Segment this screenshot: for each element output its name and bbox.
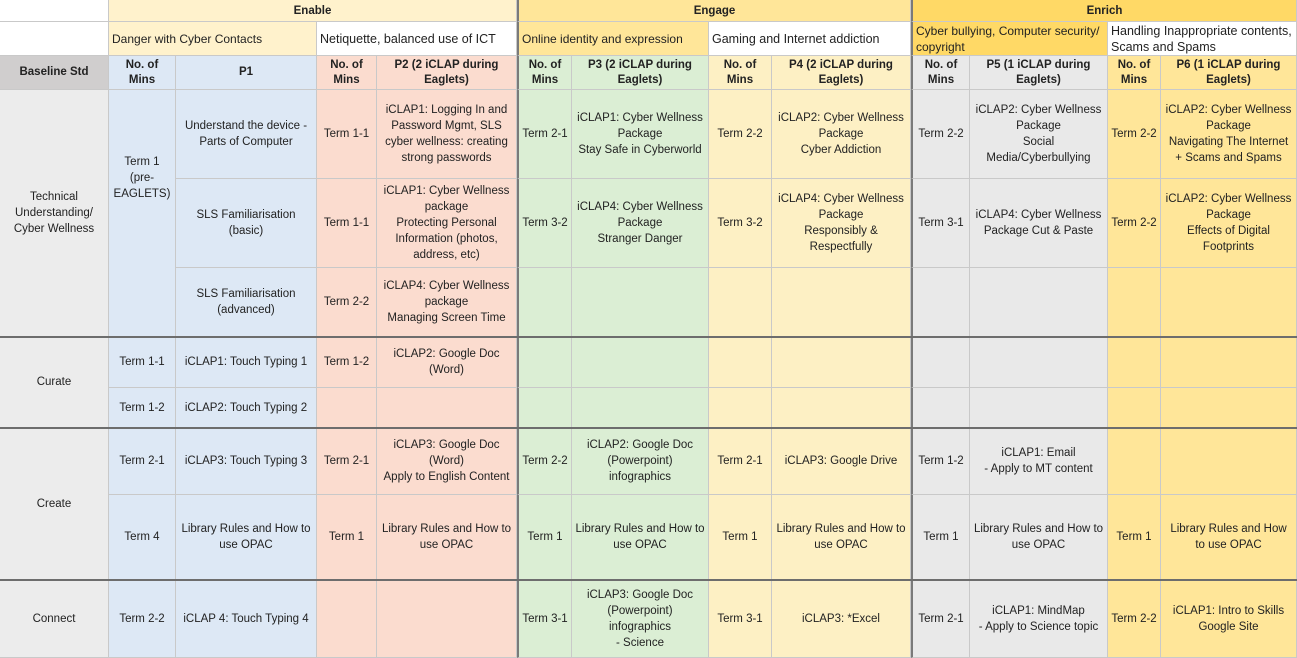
r6-p3: iCLAP2: Google Doc (Powerpoint) infographics bbox=[572, 428, 709, 495]
r1-p6: iCLAP2: Cyber Wellness Package Navigating The Internet + Scams and Spams bbox=[1161, 90, 1297, 179]
theme-cyber-contacts: Danger with Cyber Contacts bbox=[109, 22, 317, 56]
r2-mins-2: Term 1-1 bbox=[317, 179, 377, 268]
header-mins3: No. of Mins bbox=[517, 56, 572, 90]
r6-p6 bbox=[1161, 428, 1297, 495]
r3-p6 bbox=[1161, 268, 1297, 337]
header-p3: P3 (2 iCLAP during Eaglets) bbox=[572, 56, 709, 90]
r5-p4 bbox=[772, 388, 911, 428]
r8-mins-3: Term 3-1 bbox=[517, 580, 572, 658]
r2-p3: iCLAP4: Cyber Wellness Package Stranger Danger bbox=[572, 179, 709, 268]
r4-p5 bbox=[970, 337, 1108, 388]
r5-p2 bbox=[377, 388, 517, 428]
r4-p4 bbox=[772, 337, 911, 388]
r2-mins-6: Term 2-2 bbox=[1108, 179, 1161, 268]
r7-p3: Library Rules and How to use OPAC bbox=[572, 495, 709, 580]
r1-p4: iCLAP2: Cyber Wellness Package Cyber Addiction bbox=[772, 90, 911, 179]
r4-p6 bbox=[1161, 337, 1297, 388]
header-p4: P4 (2 iCLAP during Eaglets) bbox=[772, 56, 911, 90]
r1-p1: Understand the device - Parts of Computer bbox=[176, 90, 317, 179]
r7-mins-1: Term 4 bbox=[109, 495, 176, 580]
r8-mins-6: Term 2-2 bbox=[1108, 580, 1161, 658]
group-engage: Engage bbox=[517, 0, 911, 22]
r4-mins-4 bbox=[709, 337, 772, 388]
r6-mins-4: Term 2-1 bbox=[709, 428, 772, 495]
r3-p4 bbox=[772, 268, 911, 337]
r5-p1: iCLAP2: Touch Typing 2 bbox=[176, 388, 317, 428]
r4-mins-5 bbox=[911, 337, 970, 388]
r4-mins-1: Term 1-1 bbox=[109, 337, 176, 388]
header-p5: P5 (1 iCLAP during Eaglets) bbox=[970, 56, 1108, 90]
r8-p1: iCLAP 4: Touch Typing 4 bbox=[176, 580, 317, 658]
section-technical-understanding: Technical Understanding/ Cyber Wellness bbox=[0, 90, 109, 337]
r7-p4: Library Rules and How to use OPAC bbox=[772, 495, 911, 580]
header-p6: P6 (1 iCLAP during Eaglets) bbox=[1161, 56, 1297, 90]
r3-p2: iCLAP4: Cyber Wellness package Managing Screen Time bbox=[377, 268, 517, 337]
r1-mins-6: Term 2-2 bbox=[1108, 90, 1161, 179]
group-enable: Enable bbox=[109, 0, 517, 22]
r1-p2: iCLAP1: Logging In and Password Mgmt, SLS cyber wellness: creating strong passwords bbox=[377, 90, 517, 179]
section-separator bbox=[0, 427, 1297, 429]
r6-p5: iCLAP1: Email - Apply to MT content bbox=[970, 428, 1108, 495]
r6-mins-1: Term 2-1 bbox=[109, 428, 176, 495]
header-mins2: No. of Mins bbox=[317, 56, 377, 90]
r7-p5: Library Rules and How to use OPAC bbox=[970, 495, 1108, 580]
r2-p4: iCLAP4: Cyber Wellness Package Responsibly & Respectfully bbox=[772, 179, 911, 268]
section-separator bbox=[0, 336, 1297, 338]
r3-mins-4 bbox=[709, 268, 772, 337]
r6-p4: iCLAP3: Google Drive bbox=[772, 428, 911, 495]
section-create: Create bbox=[0, 428, 109, 580]
theme-online-identity: Online identity and expression bbox=[517, 22, 709, 56]
r8-p2 bbox=[377, 580, 517, 658]
r6-mins-5: Term 1-2 bbox=[911, 428, 970, 495]
r2-mins-4: Term 3-2 bbox=[709, 179, 772, 268]
r7-p2: Library Rules and How to use OPAC bbox=[377, 495, 517, 580]
theme-inappropriate-content: Handling Inappropriate contents, Scams and Spams bbox=[1108, 22, 1297, 56]
r6-mins-3: Term 2-2 bbox=[517, 428, 572, 495]
r3-mins-3 bbox=[517, 268, 572, 337]
theme-cyber-bullying: Cyber bullying, Computer security/ copyright bbox=[911, 22, 1108, 56]
group-enrich: Enrich bbox=[911, 0, 1297, 22]
r2-p5: iCLAP4: Cyber Wellness Package Cut & Paste bbox=[970, 179, 1108, 268]
r4-mins-3 bbox=[517, 337, 572, 388]
corner-blank bbox=[0, 0, 109, 22]
r6-mins-6 bbox=[1108, 428, 1161, 495]
r3-mins-2: Term 2-2 bbox=[317, 268, 377, 337]
r8-mins-5: Term 2-1 bbox=[911, 580, 970, 658]
r8-mins-2 bbox=[317, 580, 377, 658]
r5-p6 bbox=[1161, 388, 1297, 428]
section-curate: Curate bbox=[0, 337, 109, 428]
r7-p1: Library Rules and How to use OPAC bbox=[176, 495, 317, 580]
r5-p5 bbox=[970, 388, 1108, 428]
r5-mins-6 bbox=[1108, 388, 1161, 428]
r5-mins-4 bbox=[709, 388, 772, 428]
r1-p3: iCLAP1: Cyber Wellness Package Stay Safe in Cyberworld bbox=[572, 90, 709, 179]
r7-mins-5: Term 1 bbox=[911, 495, 970, 580]
r8-p5: iCLAP1: MindMap - Apply to Science topic bbox=[970, 580, 1108, 658]
r8-p4: iCLAP3: *Excel bbox=[772, 580, 911, 658]
r8-p3: iCLAP3: Google Doc (Powerpoint) infographics - Science bbox=[572, 580, 709, 658]
r5-mins-3 bbox=[517, 388, 572, 428]
r7-mins-3: Term 1 bbox=[517, 495, 572, 580]
r7-mins-6: Term 1 bbox=[1108, 495, 1161, 580]
r5-mins-2 bbox=[317, 388, 377, 428]
theme-gaming: Gaming and Internet addiction bbox=[709, 22, 911, 56]
r3-p1: SLS Familiarisation (advanced) bbox=[176, 268, 317, 337]
section-separator bbox=[0, 579, 1297, 581]
r7-mins-2: Term 1 bbox=[317, 495, 377, 580]
theme-netiquette: Netiquette, balanced use of ICT bbox=[317, 22, 517, 56]
header-mins4: No. of Mins bbox=[709, 56, 772, 90]
r5-mins-1: Term 1-2 bbox=[109, 388, 176, 428]
r3-mins-5 bbox=[911, 268, 970, 337]
r3-p5 bbox=[970, 268, 1108, 337]
r1-mins-1: Term 1 (pre-EAGLETS) bbox=[109, 90, 176, 337]
r5-mins-5 bbox=[911, 388, 970, 428]
header-p2: P2 (2 iCLAP during Eaglets) bbox=[377, 56, 517, 90]
r8-p6: iCLAP1: Intro to Skills Google Site bbox=[1161, 580, 1297, 658]
header-baseline: Baseline Std bbox=[0, 56, 109, 90]
r4-mins-6 bbox=[1108, 337, 1161, 388]
r3-mins-6 bbox=[1108, 268, 1161, 337]
r1-mins-2: Term 1-1 bbox=[317, 90, 377, 179]
r8-mins-1: Term 2-2 bbox=[109, 580, 176, 658]
r8-mins-4: Term 3-1 bbox=[709, 580, 772, 658]
r5-p3 bbox=[572, 388, 709, 428]
r2-mins-5: Term 3-1 bbox=[911, 179, 970, 268]
r4-p3 bbox=[572, 337, 709, 388]
r4-p1: iCLAP1: Touch Typing 1 bbox=[176, 337, 317, 388]
r2-p1: SLS Familiarisation (basic) bbox=[176, 179, 317, 268]
r1-mins-3: Term 2-1 bbox=[517, 90, 572, 179]
header-p1: P1 bbox=[176, 56, 317, 90]
r7-p6: Library Rules and How to use OPAC bbox=[1161, 495, 1297, 580]
header-mins1: No. of Mins bbox=[109, 56, 176, 90]
r4-p2: iCLAP2: Google Doc (Word) bbox=[377, 337, 517, 388]
theme-blank bbox=[0, 22, 109, 56]
r3-p3 bbox=[572, 268, 709, 337]
r6-p2: iCLAP3: Google Doc (Word) Apply to English Content bbox=[377, 428, 517, 495]
section-connect: Connect bbox=[0, 580, 109, 658]
header-mins6: No. of Mins bbox=[1108, 56, 1161, 90]
r4-mins-2: Term 1-2 bbox=[317, 337, 377, 388]
r2-mins-3: Term 3-2 bbox=[517, 179, 572, 268]
r2-p6: iCLAP2: Cyber Wellness Package Effects of Digital Footprints bbox=[1161, 179, 1297, 268]
r1-p5: iCLAP2: Cyber Wellness Package Social Media/Cyberbullying bbox=[970, 90, 1108, 179]
r6-mins-2: Term 2-1 bbox=[317, 428, 377, 495]
r7-mins-4: Term 1 bbox=[709, 495, 772, 580]
r2-p2: iCLAP1: Cyber Wellness package Protecting Personal Information (photos, address, etc) bbox=[377, 179, 517, 268]
r1-mins-5: Term 2-2 bbox=[911, 90, 970, 179]
r6-p1: iCLAP3: Touch Typing 3 bbox=[176, 428, 317, 495]
r1-mins-4: Term 2-2 bbox=[709, 90, 772, 179]
header-mins5: No. of Mins bbox=[911, 56, 970, 90]
